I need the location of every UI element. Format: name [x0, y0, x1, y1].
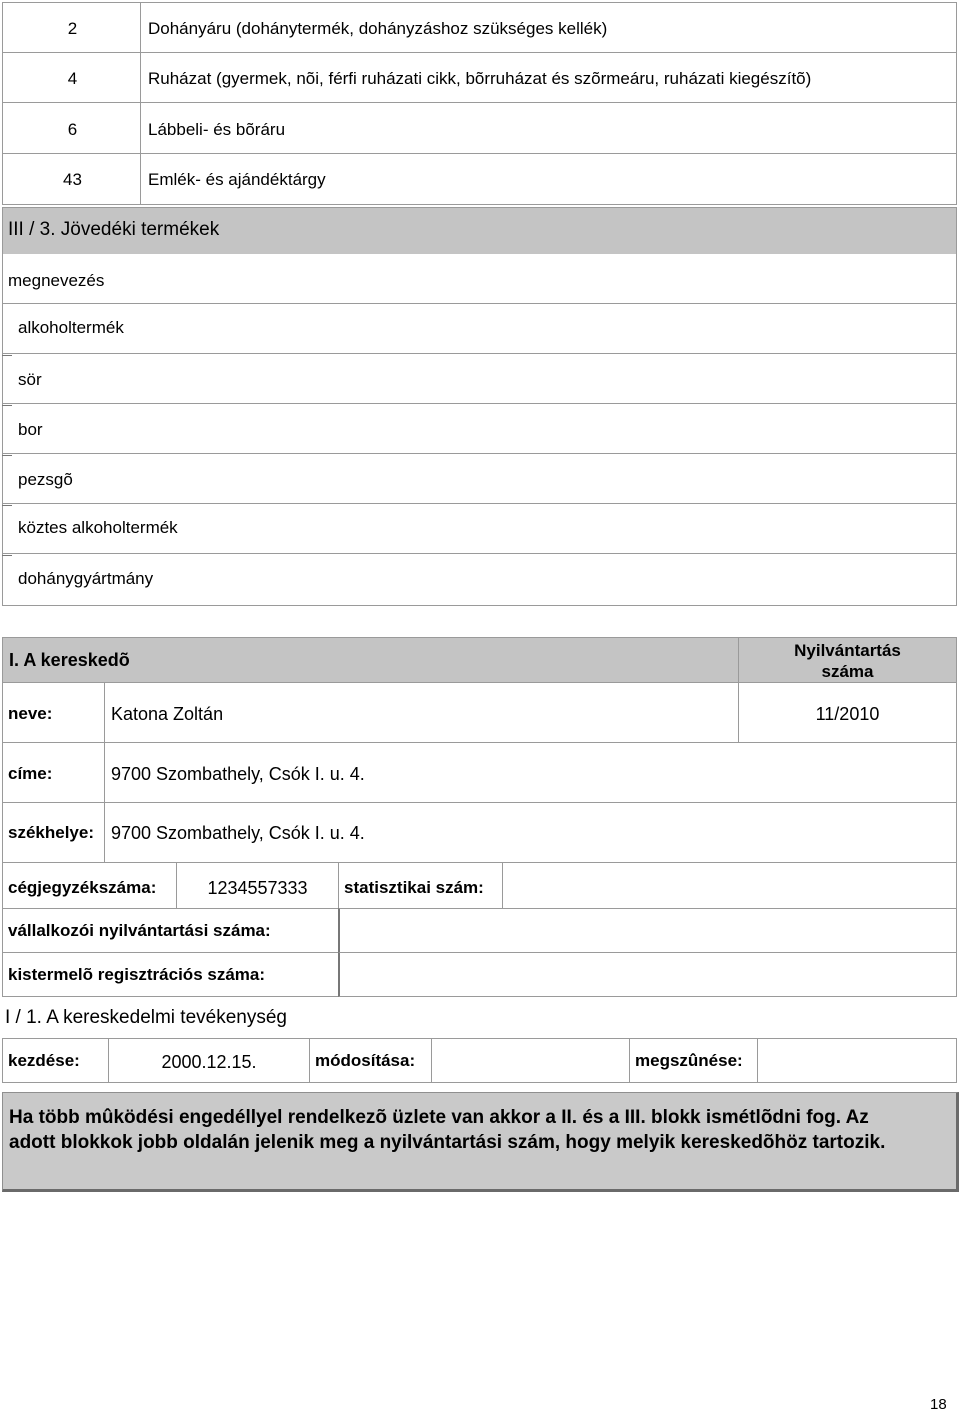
registry-header: Nyilvántartás száma	[794, 641, 901, 681]
modified-label-cell	[309, 1038, 432, 1083]
modified-label: módosítása:	[315, 1051, 416, 1070]
company-reg-label: cégjegyzékszáma:	[8, 878, 157, 897]
note-box	[2, 1092, 959, 1192]
seat-value-cell	[104, 802, 957, 863]
registry-value: 11/2010	[815, 704, 880, 724]
name-label: neve:	[8, 704, 53, 723]
category-code: 6	[67, 120, 78, 139]
company-reg-value-cell	[176, 862, 339, 909]
page-number: 18	[930, 1396, 947, 1413]
excise-item: pezsgõ	[18, 470, 73, 489]
farmer-value-cell	[338, 952, 957, 997]
entrepreneur-value-cell	[338, 908, 957, 953]
category-label-cell	[140, 153, 957, 205]
excise-item: köztes alkoholtermék	[18, 518, 178, 537]
farmer-label-cell	[2, 952, 339, 997]
activity-title: I / 1. A kereskedelmi tevékenység	[5, 1007, 287, 1028]
category-label-cell	[140, 52, 957, 103]
modified-value-cell	[431, 1038, 630, 1083]
end-label-cell	[629, 1038, 758, 1083]
name-value-cell	[104, 682, 739, 743]
stat-label: statisztikai szám:	[344, 878, 484, 897]
category-code: 4	[67, 69, 78, 88]
seat-label-cell	[2, 802, 105, 863]
category-code-cell	[2, 102, 141, 154]
address-value: 9700 Szombathely, Csók I. u. 4.	[111, 764, 365, 784]
category-label-cell	[140, 2, 957, 53]
excise-item: alkoholtermék	[18, 318, 124, 337]
category-code-cell	[2, 52, 141, 103]
note-text: Ha több mûködési engedéllyel rendelkezõ üzlete van akkor a II. és a III. blokk ismétlõdni fog. Az adott blokkok jobb oldalán jelenik meg a nyilvántartási szám, hogy melyik kereskedõhöz tartozik.	[9, 1107, 886, 1153]
category-code-cell	[2, 153, 141, 205]
category-label: Dohányáru (dohánytermék, dohányzáshoz szükséges kellék)	[148, 19, 608, 38]
company-reg-label-cell	[2, 862, 177, 909]
company-reg-value: 1234557333	[207, 878, 308, 898]
end-value-cell	[757, 1038, 957, 1083]
trader-title: I. A kereskedõ	[9, 650, 130, 670]
trader-title-bar	[2, 637, 739, 683]
entrepreneur-label: vállalkozói nyilvántartási száma:	[8, 921, 271, 940]
excise-item: bor	[18, 420, 43, 439]
start-value: 2000.12.15.	[161, 1052, 257, 1072]
entrepreneur-label-cell	[2, 908, 339, 953]
registry-value-cell	[738, 682, 957, 743]
excise-column-header: megnevezés	[8, 271, 105, 290]
address-value-cell	[104, 742, 957, 803]
stat-label-cell	[338, 862, 503, 909]
name-value: Katona Zoltán	[111, 704, 224, 724]
name-label-cell	[2, 682, 105, 743]
category-code: 2	[67, 19, 78, 38]
excise-item: dohánygyártmány	[18, 569, 154, 588]
category-label-cell	[140, 102, 957, 154]
start-label: kezdése:	[8, 1051, 80, 1070]
address-label: címe:	[8, 764, 53, 783]
category-code: 43	[63, 170, 82, 189]
category-label: Ruházat (gyermek, nõi, férfi ruházati cikk, bõrruházat és szõrmeáru, ruházati kiegészítõ)	[148, 69, 812, 88]
stat-value-cell	[502, 862, 957, 909]
start-label-cell	[2, 1038, 109, 1083]
start-value-cell	[108, 1038, 310, 1083]
category-code-cell	[2, 2, 141, 53]
excise-title-bar	[2, 207, 957, 255]
address-label-cell	[2, 742, 105, 803]
category-label: Emlék- és ajándéktárgy	[148, 170, 326, 189]
farmer-label: kistermelõ regisztrációs száma:	[8, 965, 266, 984]
end-label: megszûnése:	[635, 1051, 743, 1070]
seat-label: székhelye:	[8, 823, 94, 842]
excise-title: III / 3. Jövedéki termékek	[8, 219, 220, 240]
excise-item: sör	[18, 370, 42, 389]
registry-header-cell	[738, 637, 957, 683]
category-label: Lábbeli- és bõráru	[148, 120, 286, 139]
seat-value: 9700 Szombathely, Csók I. u. 4.	[111, 823, 365, 843]
